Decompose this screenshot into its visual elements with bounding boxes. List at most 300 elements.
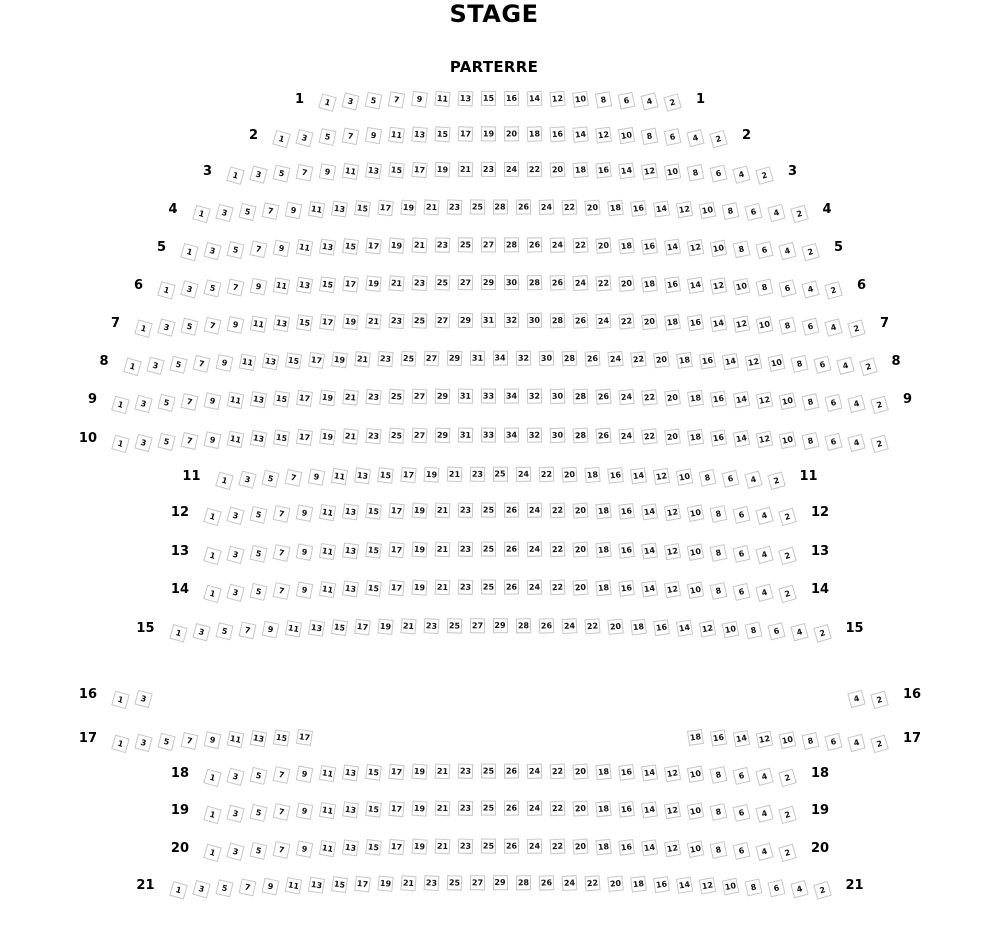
seat[interactable]: 16 [630,200,647,217]
seat[interactable]: 23 [458,541,473,556]
seat[interactable]: 28 [573,427,589,443]
seat[interactable]: 25 [481,502,496,517]
seat[interactable]: 7 [180,731,198,749]
seat[interactable]: 14 [664,238,681,255]
seat[interactable]: 21 [435,838,451,854]
seat[interactable]: 16 [710,729,727,746]
seat[interactable]: 1 [203,507,222,526]
seat[interactable]: 4 [847,394,865,412]
seat[interactable]: 9 [365,126,382,143]
seat[interactable]: 10 [618,126,635,143]
seat[interactable]: 19 [423,466,439,482]
seat[interactable]: 30 [538,350,554,366]
seat[interactable]: 25 [481,579,496,594]
seat[interactable]: 8 [710,841,728,859]
seat[interactable]: 27 [469,618,484,633]
seat[interactable]: 17 [342,275,359,292]
seat[interactable]: 1 [272,129,291,148]
seat[interactable]: 7 [342,127,360,145]
seat[interactable]: 15 [481,90,496,105]
seat[interactable]: 22 [641,389,658,406]
seat[interactable]: 18 [618,237,635,254]
seat[interactable]: 16 [504,90,519,105]
seat[interactable]: 25 [446,875,462,891]
seat[interactable]: 26 [527,237,542,252]
seat[interactable]: 16 [710,390,727,407]
seat[interactable]: 2 [778,507,797,526]
seat[interactable]: 10 [698,201,716,219]
seat[interactable]: 14 [733,429,750,446]
seat[interactable]: 6 [732,803,750,821]
seat[interactable]: 26 [504,541,519,556]
seat[interactable]: 28 [504,237,519,252]
seat[interactable]: 3 [192,880,210,898]
seat[interactable]: 13 [319,238,336,255]
seat[interactable]: 10 [767,354,785,372]
seat[interactable]: 10 [675,468,693,486]
seat[interactable]: 4 [847,689,865,707]
seat[interactable]: 26 [584,350,600,366]
seat[interactable]: 20 [572,800,588,816]
seat[interactable]: 8 [801,431,819,449]
seat[interactable]: 4 [755,804,773,822]
seat[interactable]: 12 [698,620,715,637]
seat[interactable]: 22 [550,502,566,518]
seat[interactable]: 7 [250,240,268,258]
seat[interactable]: 24 [504,161,519,176]
seat[interactable]: 1 [192,204,211,223]
seat[interactable]: 4 [755,767,773,785]
seat[interactable]: 5 [249,766,267,784]
seat[interactable]: 15 [365,764,382,781]
seat[interactable]: 2 [778,805,797,824]
seat[interactable]: 27 [412,388,428,404]
seat[interactable]: 13 [307,876,324,893]
seat[interactable]: 3 [238,470,256,488]
seat[interactable]: 6 [709,164,727,182]
seat[interactable]: 4 [755,842,773,860]
seat[interactable]: 5 [226,241,244,259]
seat[interactable]: 5 [157,732,175,750]
seat[interactable]: 16 [641,238,658,255]
seat[interactable]: 25 [412,312,428,328]
seat[interactable]: 2 [767,471,786,490]
seat[interactable]: 15 [365,580,382,597]
seat[interactable]: 1 [169,624,188,643]
seat[interactable]: 5 [203,279,221,297]
seat[interactable]: 17 [296,389,313,406]
seat[interactable]: 7 [284,469,302,487]
seat[interactable]: 5 [238,202,256,220]
seat[interactable]: 17 [319,313,336,330]
seat[interactable]: 23 [377,350,393,366]
seat[interactable]: 16 [618,542,635,559]
seat[interactable]: 12 [664,580,681,597]
seat[interactable]: 15 [365,801,382,818]
seat[interactable]: 9 [284,201,302,219]
seat[interactable]: 3 [295,128,313,146]
seat[interactable]: 31 [458,427,473,442]
seat[interactable]: 12 [744,353,762,371]
seat[interactable]: 20 [595,237,611,253]
seat[interactable]: 14 [675,876,692,893]
seat[interactable]: 1 [111,690,130,709]
seat[interactable]: 18 [595,579,611,595]
seat[interactable]: 7 [273,803,291,821]
seat[interactable]: 10 [687,543,705,561]
seat[interactable]: 5 [157,432,175,450]
seat[interactable]: 10 [664,163,681,180]
seat[interactable]: 8 [687,163,705,181]
seat[interactable]: 25 [458,237,473,252]
seat[interactable]: 17 [365,237,382,254]
seat[interactable]: 22 [595,275,611,291]
seat[interactable]: 6 [721,469,739,487]
seat[interactable]: 30 [550,388,566,404]
seat[interactable]: 21 [446,466,462,482]
seat[interactable]: 19 [411,502,427,518]
seat[interactable]: 17 [377,199,394,216]
seat[interactable]: 10 [687,581,705,599]
seat[interactable]: 23 [388,312,404,328]
seat[interactable]: 3 [226,804,244,822]
seat[interactable]: 25 [481,541,496,556]
seat[interactable]: 10 [710,239,728,257]
seat[interactable]: 25 [388,427,404,443]
seat[interactable]: 29 [435,427,451,443]
seat[interactable]: 12 [641,162,658,179]
seat[interactable]: 16 [607,467,624,484]
seat[interactable]: 25 [435,274,451,290]
seat[interactable]: 17 [388,579,404,595]
seat[interactable]: 28 [493,199,508,214]
seat[interactable]: 9 [296,802,314,820]
seat[interactable]: 20 [618,275,635,292]
seat[interactable]: 2 [790,204,809,223]
seat[interactable]: 1 [203,768,222,787]
seat[interactable]: 7 [261,202,279,220]
seat[interactable]: 2 [870,734,889,753]
seat[interactable]: 8 [710,544,728,562]
seat[interactable]: 11 [227,430,245,448]
seat[interactable]: 21 [342,389,359,406]
seat[interactable]: 11 [319,764,336,781]
seat[interactable]: 15 [331,619,348,636]
seat[interactable]: 26 [504,838,519,853]
seat[interactable]: 9 [296,543,314,561]
seat[interactable]: 1 [215,471,234,490]
seat[interactable]: 3 [226,842,244,860]
seat[interactable]: 33 [481,427,496,442]
seat[interactable]: 16 [664,276,681,293]
seat[interactable]: 16 [618,764,635,781]
seat[interactable]: 5 [249,803,267,821]
seat[interactable]: 1 [180,242,199,261]
seat[interactable]: 15 [273,429,290,446]
seat[interactable]: 22 [538,466,554,482]
seat[interactable]: 2 [870,690,889,709]
seat[interactable]: 13 [342,764,359,781]
seat[interactable]: 22 [550,579,566,595]
seat[interactable]: 20 [572,579,588,595]
seat[interactable]: 32 [504,312,519,327]
seat[interactable]: 11 [307,200,324,217]
seat[interactable]: 15 [354,200,371,217]
seat[interactable]: 28 [573,388,589,404]
seat[interactable]: 10 [687,840,705,858]
seat[interactable]: 6 [824,432,842,450]
seat[interactable]: 15 [331,876,348,893]
seat[interactable]: 19 [365,275,382,292]
seat[interactable]: 12 [664,542,681,559]
seat[interactable]: 4 [755,506,773,524]
seat[interactable]: 7 [273,544,291,562]
seat[interactable]: 6 [813,355,831,373]
seat[interactable]: 19 [411,800,427,816]
seat[interactable]: 19 [342,313,359,330]
seat[interactable]: 6 [824,393,842,411]
seat[interactable]: 14 [641,801,658,818]
seat[interactable]: 11 [330,467,347,484]
seat[interactable]: 8 [710,766,728,784]
seat[interactable]: 24 [595,312,611,328]
seat[interactable]: 20 [664,389,681,406]
seat[interactable]: 1 [203,584,222,603]
seat[interactable]: 6 [767,622,785,640]
seat[interactable]: 21 [458,161,474,177]
seat[interactable]: 28 [515,618,530,633]
seat[interactable]: 13 [296,276,313,293]
seat[interactable]: 21 [411,237,427,253]
seat[interactable]: 20 [572,541,588,557]
seat[interactable]: 3 [226,545,244,563]
seat[interactable]: 10 [756,316,774,334]
seat[interactable]: 19 [400,199,416,215]
seat[interactable]: 3 [157,318,175,336]
seat[interactable]: 1 [123,357,142,376]
seat[interactable]: 8 [710,803,728,821]
seat[interactable]: 24 [561,618,577,634]
seat[interactable]: 9 [296,765,314,783]
seat[interactable]: 21 [400,618,416,634]
seat[interactable]: 23 [435,237,451,253]
seat[interactable]: 23 [365,427,381,443]
seat[interactable]: 11 [319,503,336,520]
seat[interactable]: 9 [215,354,233,372]
seat[interactable]: 23 [446,199,462,215]
seat[interactable]: 9 [204,431,222,449]
seat[interactable]: 17 [354,618,371,635]
seat[interactable]: 17 [388,838,404,854]
seat[interactable]: 12 [710,277,727,294]
seat[interactable]: 9 [204,392,222,410]
seat[interactable]: 4 [790,880,808,898]
seat[interactable]: 30 [550,427,566,443]
seat[interactable]: 17 [388,800,404,816]
seat[interactable]: 13 [250,390,267,407]
seat[interactable]: 22 [561,199,577,215]
seat[interactable]: 21 [400,875,416,891]
seat[interactable]: 19 [435,161,451,177]
seat[interactable]: 25 [400,350,416,366]
seat[interactable]: 18 [595,800,611,816]
seat[interactable]: 15 [273,390,290,407]
seat[interactable]: 28 [561,350,577,366]
seat[interactable]: 4 [686,128,704,146]
seat[interactable]: 4 [847,433,865,451]
seat[interactable]: 6 [618,91,636,109]
seat[interactable]: 4 [790,623,808,641]
seat[interactable]: 14 [641,764,658,781]
seat[interactable]: 24 [618,388,634,404]
seat[interactable]: 2 [755,166,774,185]
seat[interactable]: 3 [146,356,164,374]
seat[interactable]: 7 [180,392,198,410]
seat[interactable]: 9 [296,504,314,522]
seat[interactable]: 18 [595,763,611,779]
seat[interactable]: 3 [341,92,359,110]
seat[interactable]: 13 [330,200,347,217]
seat[interactable]: 5 [215,879,233,897]
seat[interactable]: 3 [226,767,244,785]
seat[interactable]: 8 [744,878,762,896]
seat[interactable]: 23 [412,275,428,291]
seat[interactable]: 18 [572,161,588,177]
seat[interactable]: 26 [595,427,611,443]
seat[interactable]: 5 [272,164,290,182]
seat[interactable]: 4 [824,318,842,336]
seat[interactable]: 14 [572,126,588,142]
seat[interactable]: 12 [652,467,669,484]
seat[interactable]: 27 [481,237,496,252]
seat[interactable]: 29 [493,875,508,890]
seat[interactable]: 16 [618,503,635,520]
seat[interactable]: 24 [618,427,634,443]
seat[interactable]: 29 [493,618,508,633]
seat[interactable]: 25 [481,838,496,853]
seat[interactable]: 9 [319,163,336,180]
seat[interactable]: 8 [744,621,762,639]
seat[interactable]: 19 [319,428,336,445]
seat[interactable]: 28 [515,875,530,890]
seat[interactable]: 26 [504,800,519,815]
seat[interactable]: 10 [687,504,705,522]
seat[interactable]: 8 [779,316,797,334]
seat[interactable]: 12 [664,503,681,520]
seat[interactable]: 16 [653,876,670,893]
seat[interactable]: 5 [261,469,279,487]
seat[interactable]: 24 [573,275,589,291]
seat[interactable]: 11 [319,801,336,818]
seat[interactable]: 2 [778,584,797,603]
seat[interactable]: 24 [527,800,542,815]
seat[interactable]: 12 [664,801,681,818]
seat[interactable]: 1 [226,166,245,185]
seat[interactable]: 19 [411,541,427,557]
seat[interactable]: 22 [527,161,543,177]
seat[interactable]: 13 [342,580,359,597]
seat[interactable]: 19 [411,838,427,854]
seat[interactable]: 17 [296,728,313,745]
seat[interactable]: 20 [584,199,600,215]
seat[interactable]: 10 [779,431,797,449]
seat[interactable]: 14 [641,580,658,597]
seat[interactable]: 6 [732,582,750,600]
seat[interactable]: 20 [653,351,670,368]
seat[interactable]: 9 [250,277,268,295]
seat[interactable]: 5 [249,841,267,859]
seat[interactable]: 15 [434,126,450,142]
seat[interactable]: 26 [538,618,554,634]
seat[interactable]: 20 [550,161,566,177]
seat[interactable]: 30 [527,312,542,327]
seat[interactable]: 26 [573,312,589,328]
seat[interactable]: 29 [481,275,496,290]
seat[interactable]: 2 [870,395,889,414]
seat[interactable]: 18 [595,838,611,854]
seat[interactable]: 7 [273,766,291,784]
seat[interactable]: 25 [388,388,404,404]
seat[interactable]: 14 [641,542,658,559]
seat[interactable]: 9 [296,581,314,599]
seat[interactable]: 8 [641,127,659,145]
seat[interactable]: 24 [561,875,577,891]
seat[interactable]: 2 [778,843,797,862]
seat[interactable]: 12 [549,90,565,106]
seat[interactable]: 12 [756,730,774,748]
seat[interactable]: 7 [227,278,245,296]
seat[interactable]: 18 [527,126,543,142]
seat[interactable]: 21 [342,428,359,445]
seat[interactable]: 14 [675,619,692,636]
seat[interactable]: 4 [755,583,773,601]
seat[interactable]: 1 [111,395,130,414]
seat[interactable]: 16 [653,619,670,636]
seat[interactable]: 7 [388,91,405,108]
seat[interactable]: 12 [675,200,692,217]
seat[interactable]: 20 [572,838,588,854]
seat[interactable]: 23 [458,800,473,815]
seat[interactable]: 18 [630,875,647,892]
seat[interactable]: 19 [411,763,427,779]
seat[interactable]: 13 [411,126,427,142]
seat[interactable]: 21 [435,763,451,779]
seat[interactable]: 16 [698,352,715,369]
seat[interactable]: 8 [710,505,728,523]
seat[interactable]: 29 [446,350,462,366]
seat[interactable]: 32 [515,350,530,365]
seat[interactable]: 10 [779,731,797,749]
seat[interactable]: 11 [434,90,450,106]
seat[interactable]: 20 [572,502,588,518]
seat[interactable]: 18 [595,541,611,557]
seat[interactable]: 16 [618,839,635,856]
seat[interactable]: 25 [469,199,484,214]
seat[interactable]: 8 [595,91,612,108]
seat[interactable]: 21 [435,579,451,595]
seat[interactable]: 9 [261,877,279,895]
seat[interactable]: 16 [595,162,612,179]
seat[interactable]: 24 [527,838,542,853]
seat[interactable]: 7 [192,354,210,372]
seat[interactable]: 2 [778,768,797,787]
seat[interactable]: 1 [111,434,130,453]
seat[interactable]: 21 [365,313,381,329]
seat[interactable]: 14 [652,200,669,217]
seat[interactable]: 1 [203,805,222,824]
seat[interactable]: 2 [870,434,889,453]
seat[interactable]: 7 [296,163,314,181]
